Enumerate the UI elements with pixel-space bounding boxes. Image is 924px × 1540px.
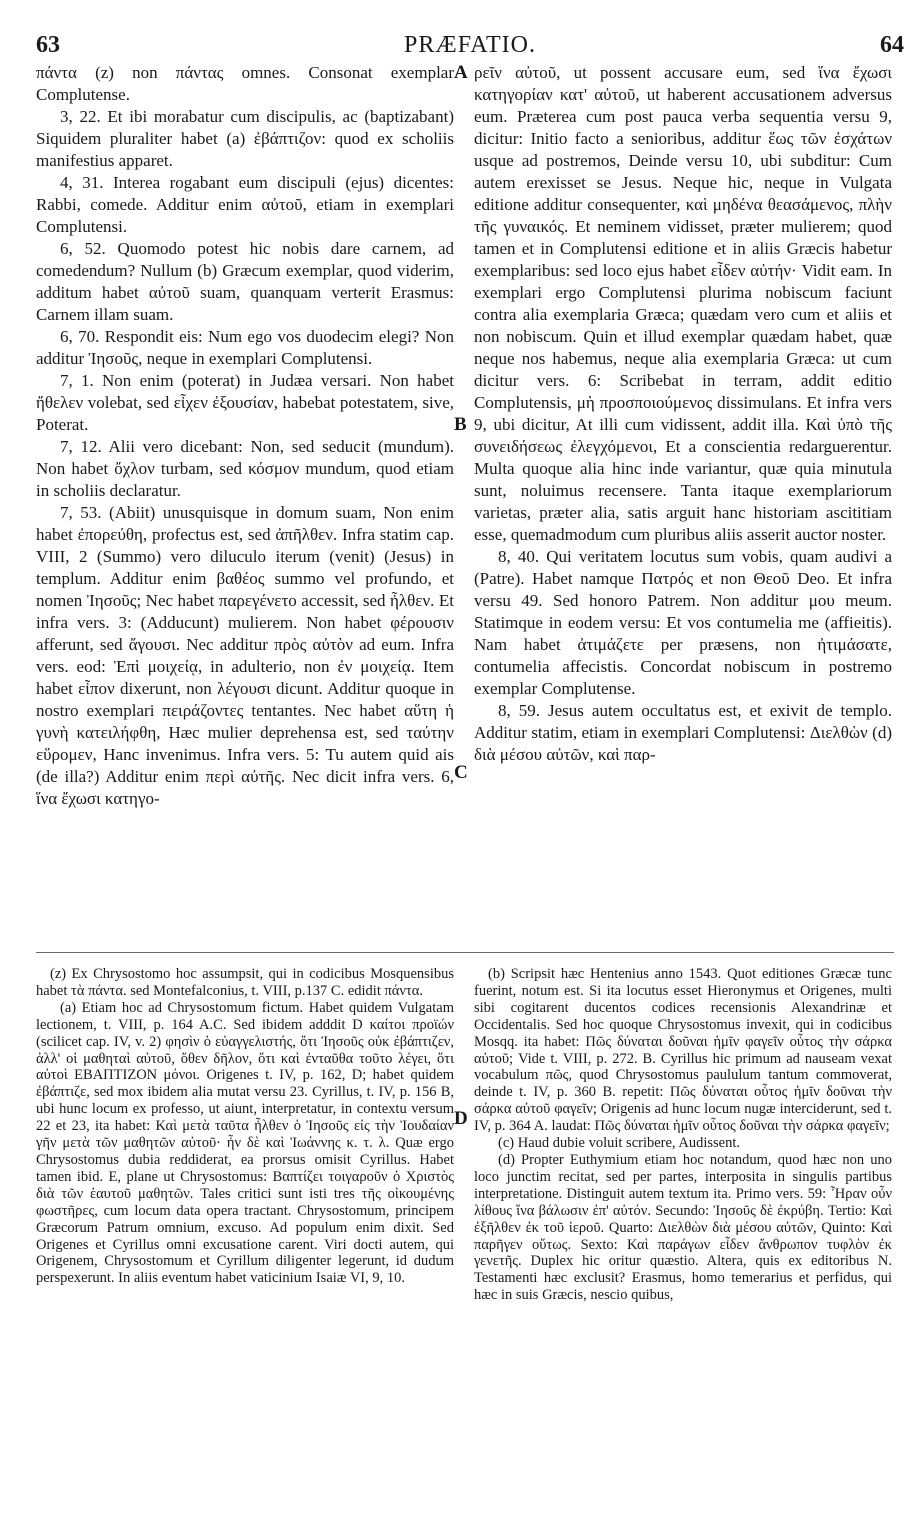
paragraph: 3, 22. Et ibi morabatur cum discipulis, ac (baptizabant) Siquidem pluraliter habet (a) ἐβάπτιζον: quod ex scholiis manifestius apparet. xyxy=(36,107,454,170)
footnote: (z) Ex Chrysostomo hoc assumpsit, qui in codicibus Mosquensibus habet τὰ πάντα. sed Montefalconius, t. VIII, p.137 C. edidit πάντα. xyxy=(36,966,454,999)
main-column-left xyxy=(36,62,454,942)
footnotes-left xyxy=(36,966,454,1287)
paragraph: 6, 70. Respondit eis: Num ego vos duodecim elegi? Non additur Ἰησοῦς, neque in exemplari Complutensi. xyxy=(36,327,454,368)
footnote: (b) Scripsit hæc Hentenius anno 1543. Quot editiones Græcæ tunc fuerint, notum est. Si ita locutus esset Hieronymus et Origenes, multi sibi cogitarent ducentos codices recensionis Alexandrinæ et Occidentalis. Sed hoc quoque Chrysostomus invexit, qui in codicibus Mosqq. ita habet: Πῶς δύναται δοῦναι ἡμῖν φαγεῖν οὗτος τὴν σάρκα αὐτοῦ; Vide t. VIII, p. 272. B. Cyrillus hic primum ad nauseam vexat vocabulum πῶς, quod Chrysostomus paululum tantum commoverat, deinde t. IV, p. 360 B. repetit: Πῶς δύναται οὗτος ἡμῖν δοῦναι τὴν σάρκα αὐτοῦ φαγεῖν; Origenis ad hunc locum nugæ interciderunt, sed t. IV, p. 364 A. laudat: Πῶς δύναται ἡμῖν οὗτος δοῦναι τὴν σάρκα φαγεῖν; xyxy=(474,966,892,1135)
margin-mark-c: C xyxy=(454,762,468,783)
main-column-right xyxy=(474,62,892,942)
page-number-left: 63 xyxy=(36,32,60,58)
paragraph: 7, 12. Alii vero dicebant: Non, sed seducit (mundum). Non habet ὄχλον turbam, sed κόσμον mundum, quod etiam in scholiis declaratur. xyxy=(36,437,454,500)
margin-mark-b: B xyxy=(454,414,467,435)
footnote: (a) Etiam hoc ad Chrysostomum fictum. Habet quidem Vulgatam lectionem, t. VIII, p. 164 A.C. Sed ibidem adddit D καίτοι προϊών (scilicet cap. IV, v. 2) φησὶν ὁ εὐαγγελιστής, ὅτι Ἰησοῦς οὐκ ἐβάπτιζεν, ἀλλ' οἱ μαθηταὶ αὐτοῦ, ὅθεν δῆλον, ὅτι καὶ ἐνταῦθα τοῦτο λέγει, ὅτι αὐτοὶ ΕΒΑΠΤΙΖΟΝ μόνοι. Origenes t. IV, p. 162, D; habet quidem ἐβάπτιζε, sed mox ibidem alia mutat versu 23. Cyrillus, t. IV, p. 156 B, ubi hunc locum ex professo, ut aiunt, interpretatur, in contextu versum 22 et 23, ita habet: Καὶ μετὰ ταῦτα ἦλθεν ὁ Ἰησοῦς εἰς τὴν Ἰουδαίαν γῆν μετὰ τῶν μαθητῶν αὐτοῦ· ἦν δὲ καὶ Ἰωάννης κ. τ. λ. Quæ ergo Chrysostomus dubia reddiderat, ea prorsus omisit Cyrillus. Habet tamen ibid. E, plane ut Chrysostomus: Βαπτίζει τοιγαροῦν ὁ Χριστὸς διὰ τῶν ἑαυτοῦ μαθητῶν. Tales critici sunt isti tres τῆς οἰκουμένης φωστῆρες, cum locum data opera tractant. Chrysostomum, principem Græcorum Patrum omnium, excuso. Ad populum enim dixit. Sed Origenes et Cyrillus omni excusatione carent. Viri docti autem, qui Origenem, Chrysostomum et Cyrillum diligenter legerunt, id dudum perspexerunt. In aliis eventum habet vaticinium Isaiæ VI, 9, 10. xyxy=(36,999,454,1287)
paragraph: ρεῖν αὐτοῦ, ut possent accusare eum, sed ἵνα ἔχωσι κατηγορίαν κατ' αὐτοῦ, ut haberent accusationem adversus eum. Præterea cum post pauca verba sequentia versu 9, dicitur: Initio facto a senioribus, additur ἕως τῶν ἐσχάτων usque ad postremos, Deinde versu 10, ubi subditur: Cum autem erexisset se Jesus. Neque hic, neque in Vulgata editione additur consequenter, καὶ μηδένα θεασάμενος, πλὴν τῆς γυναικός. Et neminem vidisset, præter mulierem; quod tamen et in Complutensi editione et in aliis Græcis habetur exemplaribus: sed loco ejus habet εἶδεν αὐτήν· Vidit eam. In exemplari ergo Complutensi plurima nobiscum faciunt contra alia exemplaria Græca; quædam vero cum et aliis et non nobiscum. Quin et illud exemplar quædam habet, quæ neque nos habemus, neque alia exemplaria Græca: ut cum dicitur vers. 6: Scribebat in terram, addit editio Complutensis, μὴ προσποιούμενος dissimulans. Et infra vers 9, ubi dicitur, At illi cum vidissent, addit illa. Καὶ ὑπὸ τῆς συνειδήσεως ἐλεγχόμενοι, Et a conscientia redarguerentur. Multa quoque alia hinc inde variantur, quæ quia minutula sunt, noluimus recensere. Tanta itaque exemplariorum varietas, præter alia, satis arguit hanc historiam ascititiam esse, quemadmodum cum pluribus aliis asserit auctor noster. xyxy=(474,63,892,544)
paragraph: 7, 1. Non enim (poterat) in Judæa versari. Non habet ἤθελεν volebat, sed εἶχεν ἐξουσίαν, habebat potestatem, sive, Poterat. xyxy=(36,371,454,434)
page-number-right: 64 xyxy=(880,32,904,58)
running-title: PRÆFATIO. xyxy=(404,32,536,58)
margin-mark-d: D xyxy=(454,1108,468,1129)
footnote-divider xyxy=(36,952,894,953)
paragraph: 7, 53. (Abiit) unusquisque in domum suam, Non enim habet ἐπορεύθη, profectus est, sed ἀπῆλθεν. Infra statim cap. VIII, 2 (Summo) vero diluculo iterum (venit) (Jesus) in templum. Additur enim βαθέος summo vel profundo, et nomen Ἰησοῦς; Nec habet παρεγένετο accessit, sed ἦλθεν. Et infra vers. 3: (Adducunt) mulierem. Non habet φέρουσιν afferunt, sed ἄγουσι. Nec additur πρὸς αὐτὸν ad eum. Infra vers. eod: Ἐπὶ μοιχείᾳ, in adulterio, non ἐν μοιχείᾳ. Item habet εἶπον dixerunt, non λέγουσι dicunt. Additur quoque in nostro exemplari πειράζοντες tentantes. Nec habet αὕτη ἡ γυνὴ κατειλήφθη, Hæc mulier deprehensa est, sed ταύτην εὕρομεν, Hanc invenimus. Infra vers. 5: Tu autem quid ais (de illa?) Additur enim περὶ αὐτῆς. Nec dicit infra vers. 6, ἵνα ἔχωσι κατηγο- xyxy=(36,503,454,808)
margin-mark-a: A xyxy=(454,62,468,83)
paragraph: πάντα (z) non πάντας omnes. Consonat exemplar Complutense. xyxy=(36,63,454,104)
paragraph: 6, 52. Quomodo potest hic nobis dare carnem, ad comedendum? Nullum (b) Græcum exemplar, quod viderim, additum habet αὐτοῦ suam, quanquam verterit Erasmus: Carnem illam suam. xyxy=(36,239,454,324)
paragraph: 8, 40. Qui veritatem locutus sum vobis, quam audivi a (Patre). Habet namque Πατρός et non Θεοῦ Deo. Et infra versu 49. Sed honoro Patrem. Non additur μου meum. Statimque in eodem versu: Et vos contumelia me (affieitis). Nam habet ἀτιμάζετε per præsens, non ἠτιμάσατε, contumelia affecistis. Concordat nobiscum in postremo exemplar Complutense. xyxy=(474,547,892,698)
paragraph: 4, 31. Interea rogabant eum discipuli (ejus) dicentes: Rabbi, comede. Additur enim αὐτοῦ, etiam in exemplari Complutensi. xyxy=(36,173,454,236)
paragraph: 8, 59. Jesus autem occultatus est, et exivit de templo. Additur statim, etiam in exemplari Complutensi: Διελθὼν (d) διὰ μέσου αὐτῶν, καὶ παρ- xyxy=(474,701,892,764)
footnote: (c) Haud dubie voluit scribere, Audissent. xyxy=(498,1135,741,1152)
page-header xyxy=(36,32,904,60)
footnote: (d) Propter Euthymium etiam hoc notandum, quod hæc non uno loco junctim recitat, sed per partes, interposita in singulis partibus interpretatione. Distinguit autem textum ita. Primo vers. 59: Ἦραν οὖν λίθους ἵνα βάλωσιν ἐπ' αὐτόν. Secundo: Ἰησοῦς δὲ ἐκρύβη. Tertio: Καὶ ἐξῆλθεν ἐκ τοῦ ἱεροῦ. Quarto: Διελθὼν διὰ μέσου αὐτῶν, Quinto: Καὶ παρῆγεν οὕτως. Sexto: Καὶ παράγων εἶδεν ἄνθρωπον τυφλὸν ἐκ γενετῆς. Duplex hic oritur quæstio. Altera, quis ex editoribus N. Testamenti hæc exclusit? Erasmus, homo temerarius et perfidus, qui hæc in suis Græcis, nescio quibus, xyxy=(474,1151,892,1304)
footnotes-right xyxy=(474,966,892,1304)
